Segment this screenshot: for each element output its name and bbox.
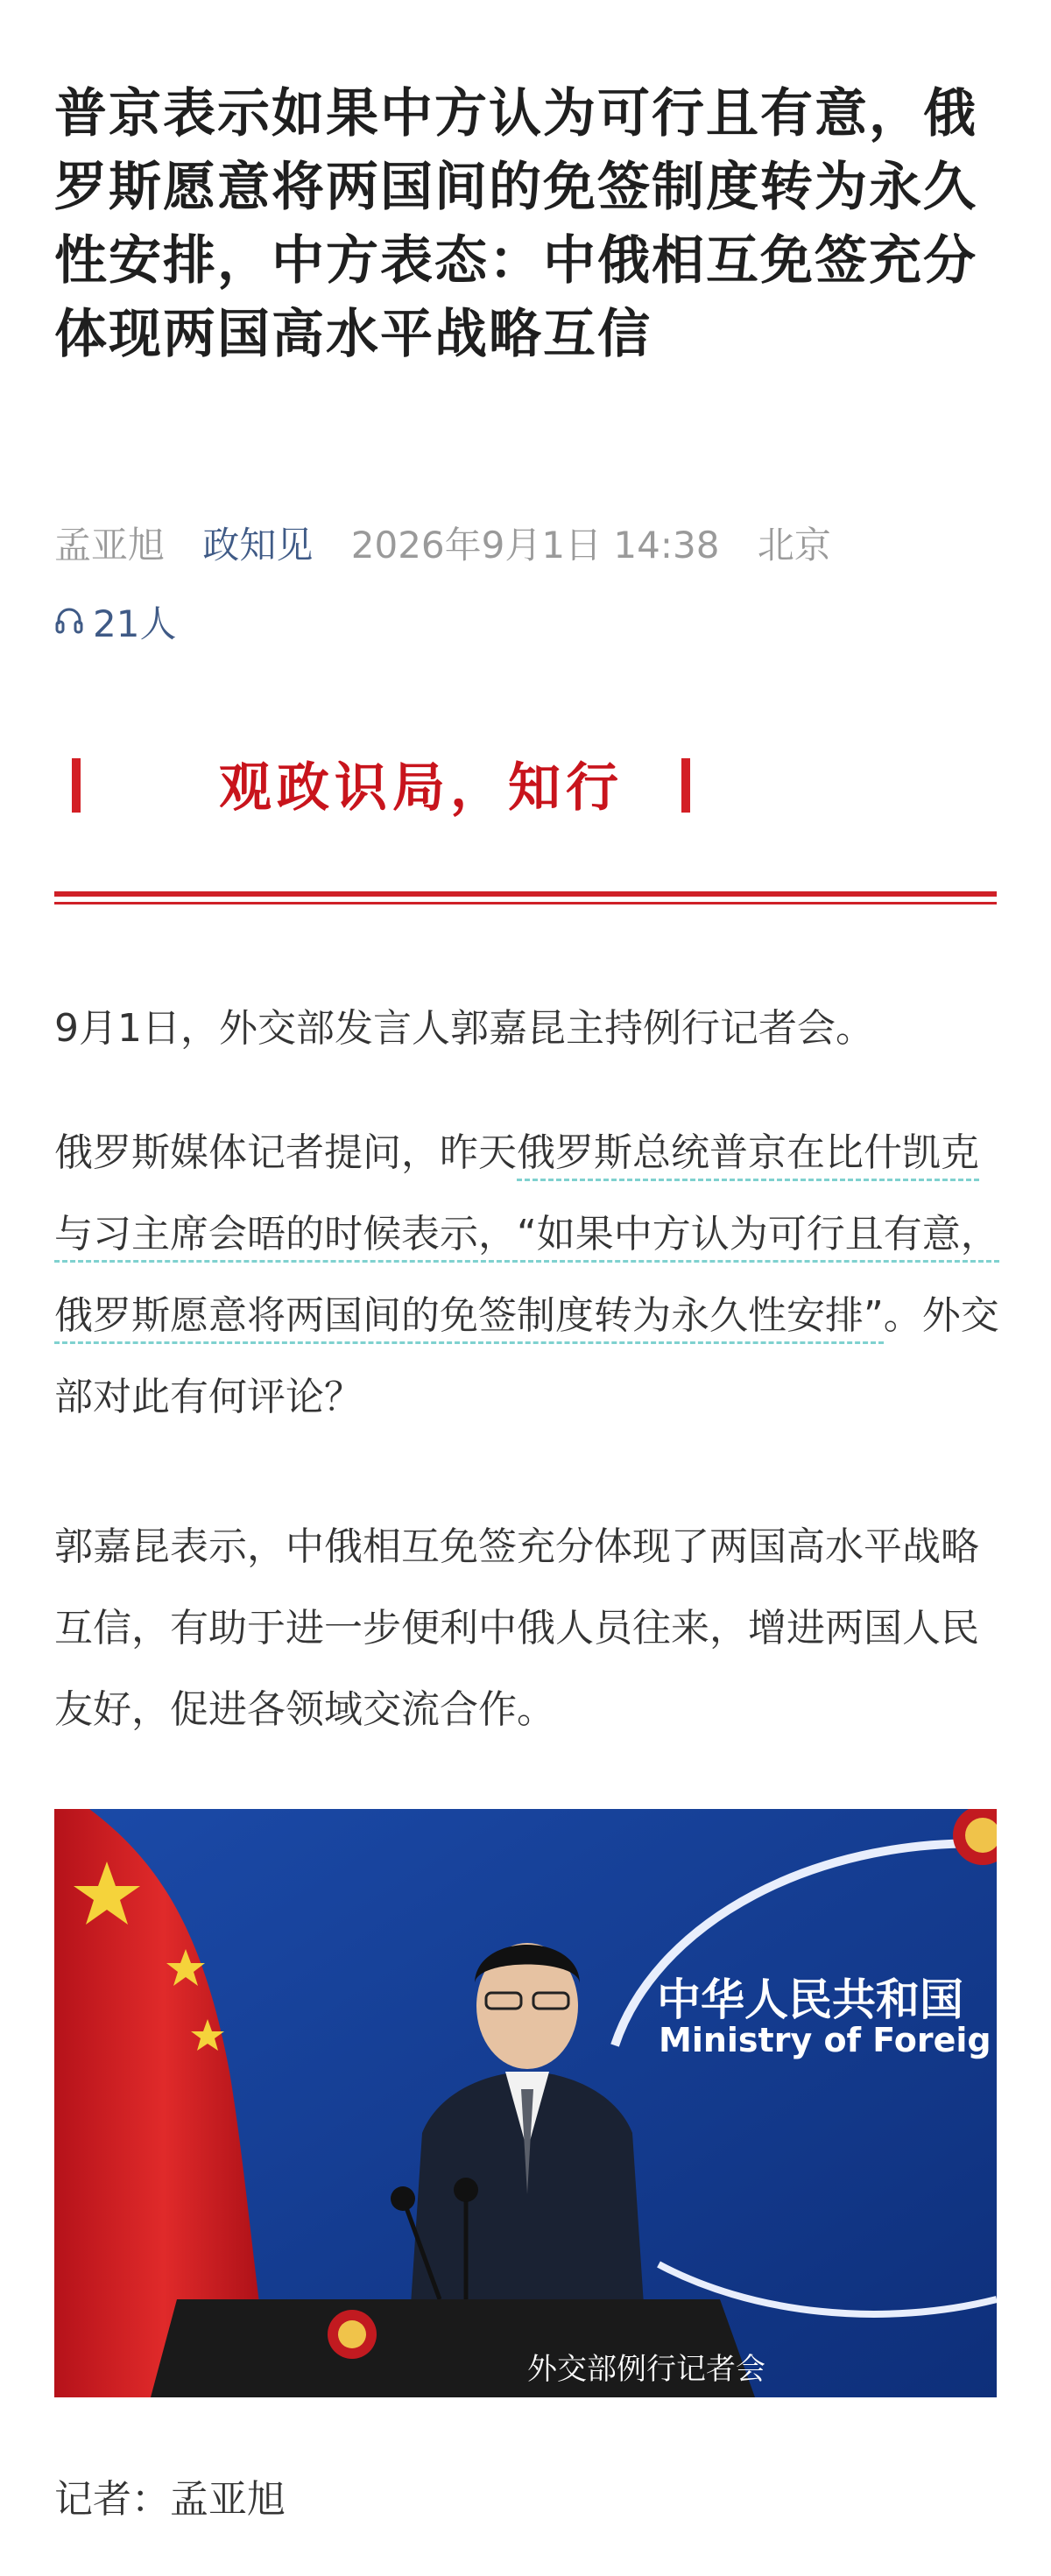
paragraph-3: 郭嘉昆表示，中俄相互免签充分体现了两国高水平战略互信，有助于进一步便利中俄人员往来，增进两国人民友好，促进各领域交流合作。 [54, 1524, 979, 1732]
paragraph-1: 9月1日，外交部发言人郭嘉昆主持例行记者会。 [54, 1006, 874, 1051]
paragraph-2-tail: 。外交部对此有何评论？ [54, 1293, 999, 1419]
listen-count[interactable] [54, 595, 176, 648]
backdrop-title-cn: 中华人民共和国 [657, 1974, 963, 2025]
paragraph-2 [54, 1112, 1000, 1438]
article-title: 普京表示如果中方认为可行且有意，俄罗斯愿意将两国间的免签制度转为永久性安排，中方表态：中俄相互免签充分体现两国高水平战略互信 [54, 83, 977, 365]
publish-location: 北京 [757, 524, 831, 567]
banner-rule-thick [54, 891, 997, 897]
article-meta [54, 517, 831, 569]
reporter-credit: 记者：孟亚旭 [54, 2477, 286, 2522]
source-name[interactable]: 政知见 [202, 524, 314, 567]
photo-caption: 外交部例行记者会 [527, 2352, 765, 2387]
backdrop-title-en: Ministry of Foreig [659, 2021, 991, 2059]
listen-count-label: 21人 [93, 602, 177, 645]
press-conference-photo[interactable] [54, 1809, 997, 2397]
banner-bar-right [681, 758, 690, 813]
banner-slogan: 观政识局，知行 [219, 757, 624, 819]
quote-link[interactable]: 俄罗斯总统普京在比什凯克与习主席会晤的时候表示，“如果中方认为可行且有意，俄罗斯愿意将两国间的免签制度转为永久性安排” [54, 1130, 999, 1344]
paragraph-2-lead: 俄罗斯媒体记者提问，昨天 [54, 1130, 517, 1175]
headphones-icon [54, 601, 84, 644]
publish-time: 2026年9月1日 14:38 [350, 524, 720, 567]
banner-rule-thin [54, 902, 997, 904]
author-name[interactable]: 孟亚旭 [54, 524, 166, 567]
banner-bar-left [72, 758, 81, 813]
